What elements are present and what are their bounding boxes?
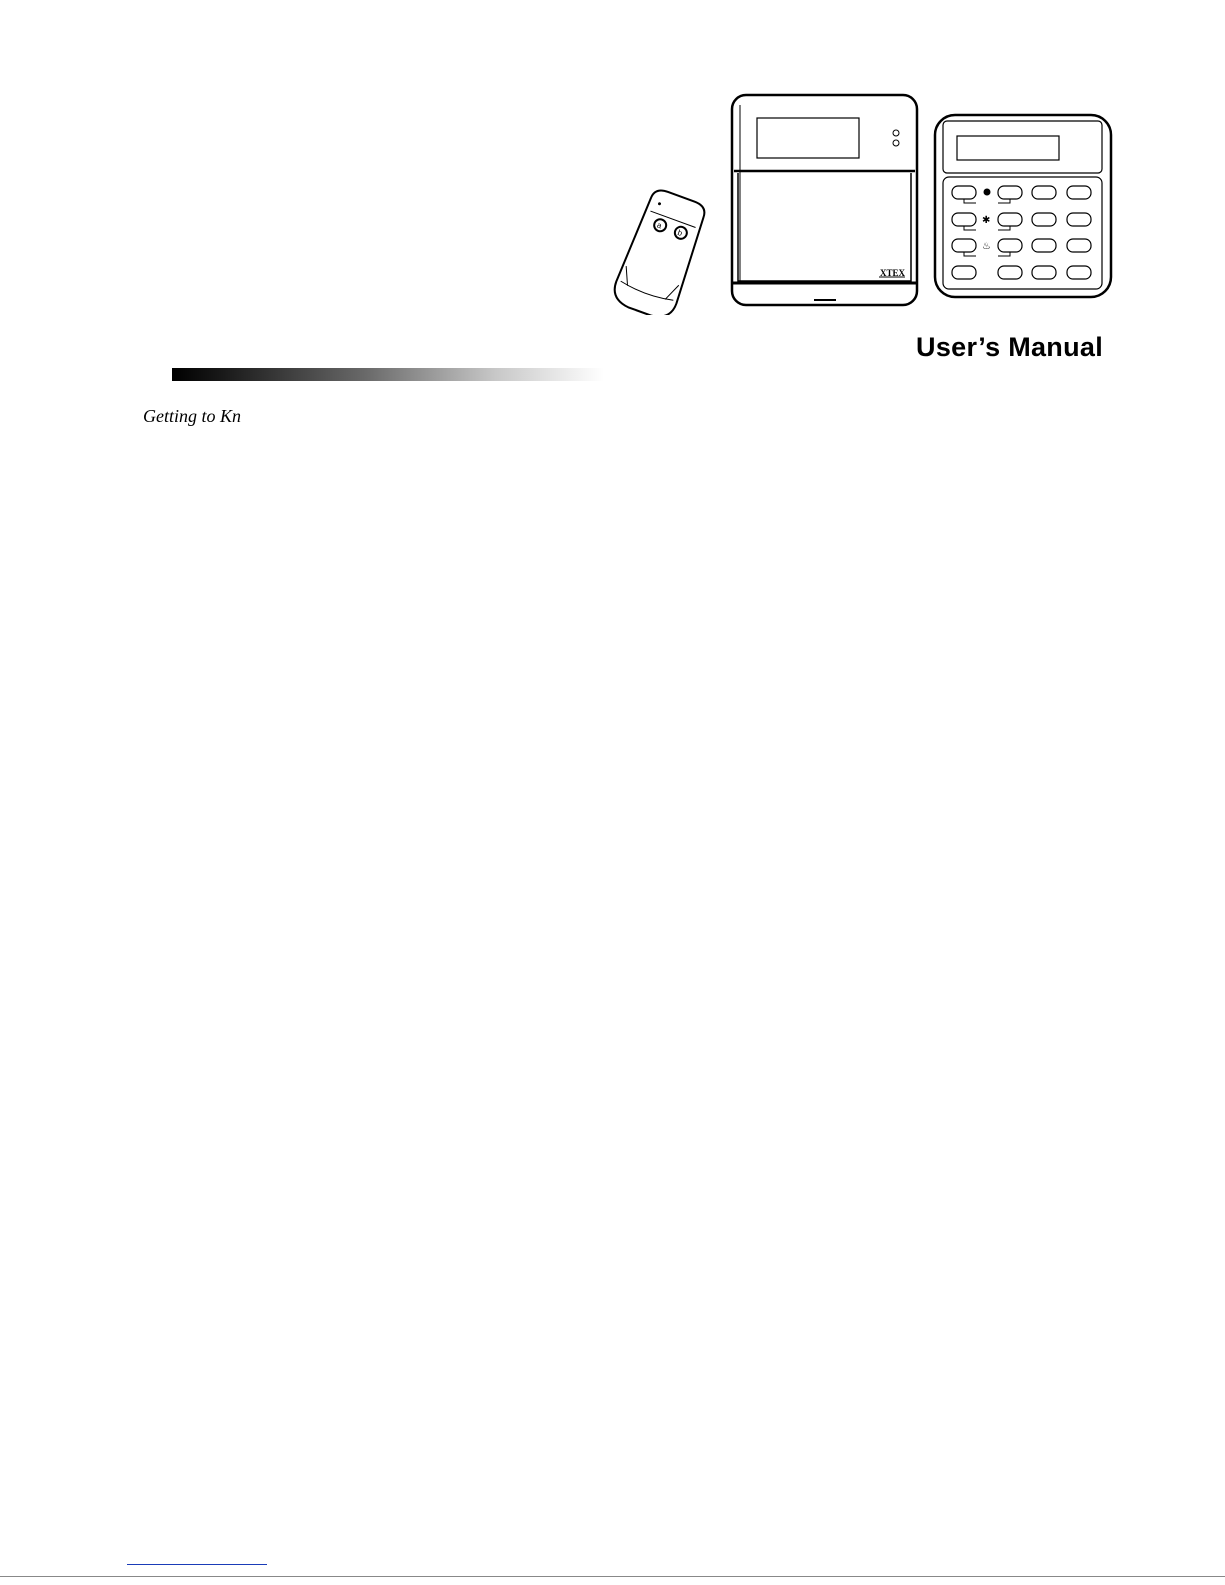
keypad-key: [1067, 186, 1091, 199]
keypad-key: [952, 213, 976, 226]
fire-icon: ♨: [982, 241, 991, 252]
manual-title: User’s Manual: [916, 332, 1103, 362]
keypad-key: [1067, 213, 1091, 226]
keypad-key: [1032, 266, 1056, 279]
keypad: [935, 115, 1111, 297]
panel-display: [757, 118, 859, 158]
keypad-key: [1067, 266, 1091, 279]
keypad-key: [1032, 213, 1056, 226]
svg-text:a: a: [655, 220, 663, 231]
keypad-key: [998, 266, 1022, 279]
keypad-display: [957, 136, 1059, 160]
keypad-key: [998, 239, 1022, 252]
title-gradient-bar: [172, 368, 604, 381]
medical-icon: ✱: [982, 215, 991, 226]
footer-link-underline[interactable]: [127, 1564, 267, 1565]
product-illustration: [600, 85, 1125, 315]
keypad-key: [952, 186, 976, 199]
keypad-key: [1067, 239, 1091, 252]
police-icon: [984, 189, 991, 196]
panel-logo: XTEX: [880, 268, 906, 278]
key-fob-remote: [609, 186, 711, 315]
keypad-key: [1032, 186, 1056, 199]
section-heading: Getting to Kn: [143, 406, 241, 426]
keypad-key: [998, 186, 1022, 199]
keypad-key: [952, 239, 976, 252]
keypad-key: [1032, 239, 1056, 252]
svg-text:b: b: [676, 228, 684, 238]
keypad-key: [952, 266, 976, 279]
footer-divider: [0, 1576, 1225, 1577]
keypad-key: [998, 213, 1022, 226]
control-panel: [732, 95, 917, 305]
